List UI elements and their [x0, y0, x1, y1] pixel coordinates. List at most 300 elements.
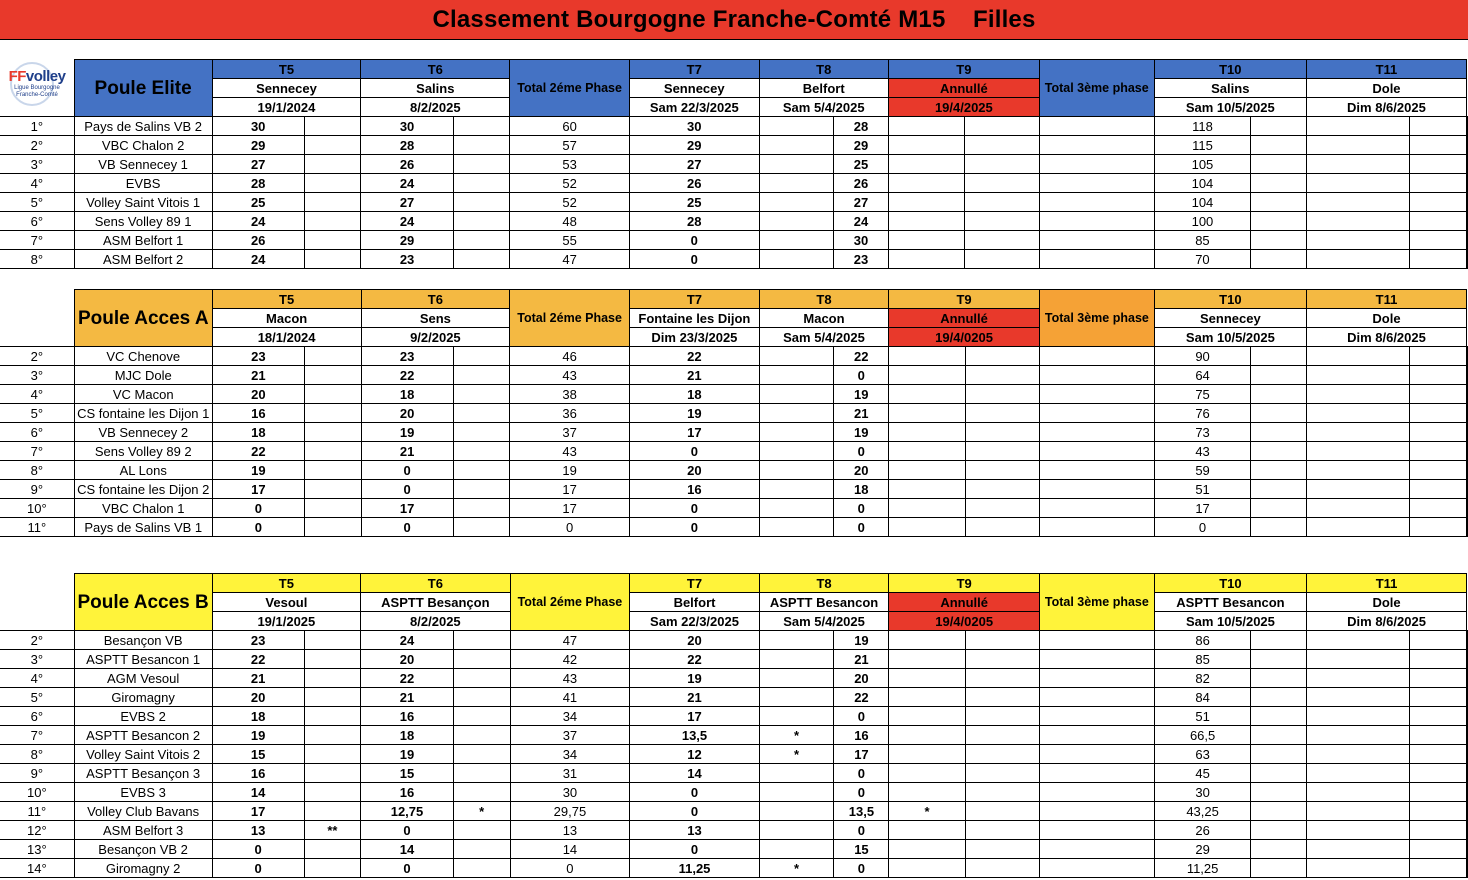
standings-table-poule-acces-a — [0, 289, 1468, 537]
total-2nd-phase-cell: 47 — [510, 250, 630, 269]
total-3rd-phase-cell: 59 — [1154, 461, 1251, 480]
score-t9-a — [965, 366, 1039, 385]
total-2nd-phase-cell: 0 — [510, 518, 630, 537]
score-t5: 22 — [212, 442, 304, 461]
score-t11-b — [1467, 518, 1468, 537]
venue-t9-cancelled: Annullé — [888, 79, 1039, 98]
score-t10-a — [1251, 250, 1307, 269]
note-t8 — [889, 859, 965, 878]
score-t8: 16 — [834, 726, 889, 745]
table-row — [0, 461, 1468, 480]
venue-t8: Macon — [759, 309, 888, 328]
total-3rd-phase-cell: 75 — [1154, 385, 1251, 404]
score-t11-b — [1467, 631, 1468, 650]
score-t5: 16 — [212, 404, 304, 423]
score-t10-b — [1307, 821, 1410, 840]
score-t8: 20 — [834, 461, 889, 480]
score-t5: 24 — [212, 212, 304, 231]
rank-cell: 12° — [0, 821, 74, 840]
total-3rd-phase-cell: 51 — [1154, 480, 1251, 499]
score-t9-a — [965, 193, 1039, 212]
score-t10-b — [1306, 250, 1409, 269]
table-row — [0, 136, 1468, 155]
total-2nd-phase-cell: 37 — [510, 726, 630, 745]
score-t6: 18 — [361, 385, 453, 404]
score-t9-a — [965, 764, 1039, 783]
note-t7 — [759, 212, 834, 231]
note-t7 — [759, 631, 834, 650]
note-t5 — [304, 745, 360, 764]
score-t7: 17 — [630, 707, 759, 726]
table-row — [0, 212, 1468, 231]
total-3rd-phase-cell: 51 — [1154, 707, 1251, 726]
table-row — [0, 707, 1468, 726]
venue-t6: Salins — [361, 79, 510, 98]
total-3rd-phase-cell: 76 — [1154, 404, 1251, 423]
score-t5: 21 — [212, 366, 304, 385]
score-t8: 22 — [834, 688, 889, 707]
score-t9-a — [965, 669, 1039, 688]
score-t10-a — [1251, 707, 1307, 726]
note-t8 — [889, 669, 965, 688]
score-t5: 18 — [212, 423, 304, 442]
score-t9-a — [965, 404, 1039, 423]
total-2nd-phase-cell: 46 — [510, 347, 630, 366]
score-t10-b — [1307, 802, 1410, 821]
total-3rd-phase-cell: 63 — [1154, 745, 1251, 764]
score-t11-b — [1467, 442, 1468, 461]
team-name-cell: VC Chenove — [74, 347, 212, 366]
score-t8: 23 — [834, 250, 889, 269]
note-t5 — [304, 117, 361, 136]
note-t8 — [889, 783, 965, 802]
score-t9-b — [1039, 650, 1154, 669]
note-t5 — [305, 461, 362, 480]
note-t5 — [304, 231, 361, 250]
note-t5 — [305, 442, 362, 461]
date-t8: Sam 5/4/2025 — [759, 612, 889, 631]
rank-cell: 4° — [0, 174, 74, 193]
date-t11: Dim 8/6/2025 — [1306, 328, 1466, 347]
score-t8: 25 — [834, 155, 889, 174]
score-t11-a — [1410, 840, 1467, 859]
note-t7 — [759, 193, 834, 212]
note-t5 — [305, 347, 362, 366]
score-t10-b — [1306, 347, 1409, 366]
score-t9-b — [1039, 461, 1154, 480]
score-t11-a — [1410, 688, 1467, 707]
score-t8: 19 — [834, 631, 889, 650]
venue-t10: Salins — [1154, 79, 1306, 98]
total-3rd-phase-header: Total 3ème phase — [1039, 574, 1154, 631]
score-t10-b — [1306, 366, 1409, 385]
score-t10-a — [1251, 840, 1307, 859]
score-t7: 14 — [630, 764, 759, 783]
note-t6 — [453, 745, 510, 764]
note-t6 — [453, 174, 509, 193]
score-t7: 21 — [630, 366, 760, 385]
score-t10-b — [1307, 688, 1410, 707]
date-t6: 8/2/2025 — [361, 612, 510, 631]
round-label-t10: T10 — [1154, 574, 1306, 593]
score-t9-a — [965, 117, 1039, 136]
score-t9-b — [1039, 707, 1154, 726]
score-t11-a — [1410, 764, 1467, 783]
score-t5: 0 — [212, 840, 304, 859]
score-t9-a — [965, 631, 1039, 650]
round-label-t11: T11 — [1307, 574, 1467, 593]
score-t6: 21 — [361, 442, 453, 461]
note-t8 — [888, 250, 964, 269]
total-2nd-phase-cell: 37 — [510, 423, 630, 442]
team-name-cell: Sens Volley 89 2 — [74, 442, 212, 461]
score-t5: 17 — [212, 802, 304, 821]
note-t7 — [759, 117, 834, 136]
venue-t10: ASPTT Besancon — [1154, 593, 1306, 612]
score-t10-a — [1251, 669, 1307, 688]
score-t6: 23 — [361, 250, 453, 269]
venue-t8: ASPTT Besancon — [759, 593, 889, 612]
rank-cell: 5° — [0, 404, 74, 423]
score-t5: 25 — [212, 193, 304, 212]
note-t7 — [759, 840, 834, 859]
venue-t11: Dole — [1306, 79, 1466, 98]
score-t10-a — [1251, 802, 1307, 821]
note-t8 — [889, 480, 965, 499]
venue-t7: Fontaine les Dijon — [630, 309, 760, 328]
note-t5 — [304, 212, 361, 231]
total-3rd-phase-cell: 64 — [1154, 366, 1251, 385]
table-row — [0, 783, 1468, 802]
score-t7: 0 — [630, 231, 760, 250]
note-t5 — [304, 859, 360, 878]
score-t6: 22 — [361, 669, 454, 688]
note-t8 — [888, 174, 964, 193]
venue-t8: Belfort — [759, 79, 888, 98]
total-3rd-phase-cell: 11,25 — [1154, 859, 1251, 878]
score-t9-b — [1039, 518, 1154, 537]
total-2nd-phase-cell: 34 — [510, 707, 630, 726]
score-t7: 20 — [630, 461, 760, 480]
note-t8 — [888, 117, 964, 136]
score-t6: 24 — [361, 212, 453, 231]
score-t11-a — [1410, 802, 1467, 821]
total-3rd-phase-cell: 115 — [1154, 136, 1251, 155]
score-t5: 30 — [212, 117, 304, 136]
date-header-row — [0, 98, 1468, 117]
total-3rd-phase-cell: 66,5 — [1154, 726, 1251, 745]
note-t8 — [889, 707, 965, 726]
note-t7 — [759, 174, 834, 193]
total-3rd-phase-cell: 73 — [1154, 423, 1251, 442]
total-2nd-phase-cell: 53 — [510, 155, 630, 174]
score-t8: 20 — [834, 669, 889, 688]
poule-name: Poule Acces B — [74, 574, 212, 631]
score-t9-a — [965, 821, 1039, 840]
note-t8 — [889, 442, 965, 461]
total-2nd-phase-cell: 14 — [510, 840, 630, 859]
total-3rd-phase-cell: 43,25 — [1154, 802, 1251, 821]
team-name-cell: VC Macon — [74, 385, 212, 404]
score-t10-b — [1306, 461, 1409, 480]
rank-cell: 5° — [0, 688, 74, 707]
date-t7: Dim 23/3/2025 — [630, 328, 760, 347]
score-t10-a — [1251, 385, 1307, 404]
round-label-t8: T8 — [759, 290, 888, 309]
note-t7 — [759, 783, 834, 802]
round-label-t6: T6 — [361, 60, 510, 79]
note-t8 — [889, 423, 965, 442]
note-t8 — [889, 366, 965, 385]
round-label-t6: T6 — [361, 290, 510, 309]
rank-cell: 10° — [0, 783, 74, 802]
table-row — [0, 859, 1468, 878]
rank-cell: 2° — [0, 347, 74, 366]
total-2nd-phase-cell: 13 — [510, 821, 630, 840]
note-t6 — [453, 136, 509, 155]
score-t9-b — [1039, 764, 1154, 783]
score-t11-a — [1410, 461, 1467, 480]
rank-cell: 7° — [0, 231, 74, 250]
score-t11-a — [1410, 745, 1467, 764]
score-t11-a — [1410, 347, 1467, 366]
note-t7 — [759, 480, 834, 499]
score-t7: 22 — [630, 347, 760, 366]
note-t5 — [304, 155, 361, 174]
note-t6 — [453, 250, 509, 269]
score-t7: 0 — [630, 442, 760, 461]
note-t6 — [453, 631, 510, 650]
team-name-cell: VB Sennecey 2 — [74, 423, 212, 442]
score-t10-b — [1307, 726, 1410, 745]
score-t11-a — [1410, 499, 1467, 518]
note-t8 — [889, 518, 965, 537]
corner-cell — [0, 60, 74, 117]
total-2nd-phase-cell: 30 — [510, 783, 630, 802]
score-t8: 29 — [834, 136, 889, 155]
venue-t9-cancelled: Annullé — [889, 593, 1040, 612]
score-t9-b — [1039, 499, 1154, 518]
total-3rd-phase-header: Total 3ème phase — [1039, 60, 1154, 117]
score-t7: 28 — [630, 212, 760, 231]
score-t6: 30 — [361, 117, 453, 136]
note-t7 — [759, 250, 834, 269]
score-t7: 0 — [630, 250, 760, 269]
note-t8 — [889, 631, 965, 650]
note-t5 — [304, 250, 361, 269]
score-t7: 17 — [630, 423, 760, 442]
score-t9-b — [1039, 404, 1154, 423]
venue-t5: Vesoul — [212, 593, 361, 612]
score-t9-b — [1039, 212, 1154, 231]
note-t7 — [759, 155, 834, 174]
score-t11-b — [1467, 347, 1468, 366]
table-row — [0, 442, 1468, 461]
date-t7: Sam 22/3/2025 — [630, 612, 759, 631]
rank-cell: 9° — [0, 764, 74, 783]
note-t5 — [305, 385, 362, 404]
note-t6 — [453, 442, 509, 461]
total-2nd-phase-cell: 48 — [510, 212, 630, 231]
rank-cell: 2° — [0, 631, 74, 650]
score-t9-a — [965, 231, 1039, 250]
total-3rd-phase-header: Total 3ème phase — [1039, 290, 1154, 347]
score-t8: 19 — [834, 385, 889, 404]
score-t9-b — [1039, 480, 1154, 499]
note-t6 — [453, 385, 509, 404]
table-row — [0, 480, 1468, 499]
total-2nd-phase-cell: 43 — [510, 442, 630, 461]
round-label-t8: T8 — [759, 574, 889, 593]
score-t5: 18 — [212, 707, 304, 726]
score-t8: 15 — [834, 840, 889, 859]
score-t11-b — [1467, 250, 1468, 269]
score-t8: 21 — [834, 650, 889, 669]
score-t10-b — [1306, 212, 1409, 231]
note-t7 — [759, 518, 834, 537]
round-label-t5: T5 — [212, 60, 361, 79]
score-t8: 0 — [834, 821, 889, 840]
score-t11-b — [1467, 783, 1468, 802]
note-t6 — [453, 518, 509, 537]
note-t6 — [453, 231, 509, 250]
score-t11-b — [1467, 136, 1468, 155]
venue-t5: Macon — [212, 309, 361, 328]
score-t10-b — [1306, 174, 1409, 193]
score-t6: 15 — [361, 764, 454, 783]
note-t6 — [453, 726, 510, 745]
total-2nd-phase-cell: 17 — [510, 499, 630, 518]
score-t7: 0 — [630, 518, 760, 537]
rank-cell: 9° — [0, 480, 74, 499]
score-t8: 13,5 — [834, 802, 889, 821]
note-t8 — [889, 688, 965, 707]
score-t9-b — [1039, 423, 1154, 442]
score-t10-b — [1306, 155, 1409, 174]
note-t8 — [889, 499, 965, 518]
score-t9-b — [1039, 669, 1154, 688]
score-t6: 21 — [361, 688, 454, 707]
note-t6 — [453, 193, 509, 212]
score-t6: 24 — [361, 631, 454, 650]
score-t5: 26 — [212, 231, 304, 250]
total-2nd-phase-header: Total 2éme Phase — [510, 60, 630, 117]
rank-cell: 3° — [0, 650, 74, 669]
score-t9-a — [965, 212, 1039, 231]
note-t6 — [453, 347, 509, 366]
note-t7 — [759, 707, 834, 726]
note-t7 — [759, 423, 834, 442]
score-t9-b — [1039, 442, 1154, 461]
score-t11-b — [1467, 404, 1468, 423]
total-2nd-phase-cell: 31 — [510, 764, 630, 783]
score-t7: 11,25 — [630, 859, 759, 878]
score-t11-a — [1410, 859, 1467, 878]
team-name-cell: VBC Chalon 2 — [74, 136, 212, 155]
team-name-cell: ASM Belfort 2 — [74, 250, 212, 269]
score-t7: 30 — [630, 117, 760, 136]
rank-cell: 3° — [0, 155, 74, 174]
table-row — [0, 840, 1468, 859]
note-t8 — [888, 212, 964, 231]
round-label-t9: T9 — [889, 290, 1040, 309]
note-t7 — [759, 231, 834, 250]
total-2nd-phase-cell: 55 — [510, 231, 630, 250]
total-3rd-phase-cell: 45 — [1154, 764, 1251, 783]
team-name-cell: EVBS 2 — [74, 707, 212, 726]
table-row — [0, 174, 1468, 193]
note-t5 — [304, 707, 360, 726]
score-t9-a — [965, 726, 1039, 745]
score-t10-a — [1251, 423, 1307, 442]
score-t10-a — [1251, 631, 1307, 650]
team-name-cell: Besançon VB — [74, 631, 212, 650]
score-t9-b — [1039, 840, 1154, 859]
date-t10: Sam 10/5/2025 — [1154, 98, 1306, 117]
score-t5: 19 — [212, 461, 304, 480]
score-t11-a — [1410, 650, 1467, 669]
note-t6 — [453, 117, 509, 136]
score-t9-b — [1039, 745, 1154, 764]
score-t10-a — [1251, 366, 1307, 385]
score-t8: 17 — [834, 745, 889, 764]
logo-subtitle-2: Franche-Comté — [16, 91, 58, 98]
date-t6: 9/2/2025 — [361, 328, 510, 347]
score-t10-b — [1307, 840, 1410, 859]
score-t10-b — [1307, 745, 1410, 764]
score-t9-a — [965, 745, 1039, 764]
score-t9-b — [1039, 726, 1154, 745]
table-row — [0, 231, 1468, 250]
venue-t9-cancelled: Annullé — [889, 309, 1040, 328]
table-row — [0, 423, 1468, 442]
note-t7 — [759, 404, 834, 423]
score-t10-a — [1251, 442, 1307, 461]
score-t10-a — [1251, 688, 1307, 707]
score-t8: 22 — [834, 347, 889, 366]
score-t8: 24 — [834, 212, 889, 231]
note-t8 — [889, 385, 965, 404]
table-row — [0, 650, 1468, 669]
score-t11-b — [1467, 688, 1468, 707]
score-t11-a — [1410, 726, 1467, 745]
score-t9-a — [965, 442, 1039, 461]
score-t6: 12,75 — [361, 802, 454, 821]
note-t8 — [889, 650, 965, 669]
score-t6: 0 — [361, 518, 453, 537]
venue-t5: Sennecey — [212, 79, 361, 98]
score-t6: 0 — [361, 859, 454, 878]
score-t8: 21 — [834, 404, 889, 423]
rank-cell: 2° — [0, 136, 74, 155]
note-t6 — [453, 650, 510, 669]
score-t11-b — [1467, 745, 1468, 764]
score-t8: 0 — [834, 442, 889, 461]
score-t11-a — [1410, 821, 1467, 840]
round-label-t7: T7 — [630, 290, 760, 309]
team-name-cell: Volley Saint Vitois 1 — [74, 193, 212, 212]
score-t11-a — [1410, 669, 1467, 688]
note-t6 — [453, 764, 510, 783]
note-t8 — [888, 136, 964, 155]
date-t11: Dim 8/6/2025 — [1307, 612, 1467, 631]
score-t10-a — [1251, 212, 1307, 231]
date-t8: Sam 5/4/2025 — [759, 98, 888, 117]
note-t7 — [759, 499, 834, 518]
page-title: Classement Bourgogne Franche-Comté M15 Filles — [432, 5, 1036, 33]
score-t9-b — [1039, 366, 1154, 385]
date-t7: Sam 22/3/2025 — [630, 98, 760, 117]
